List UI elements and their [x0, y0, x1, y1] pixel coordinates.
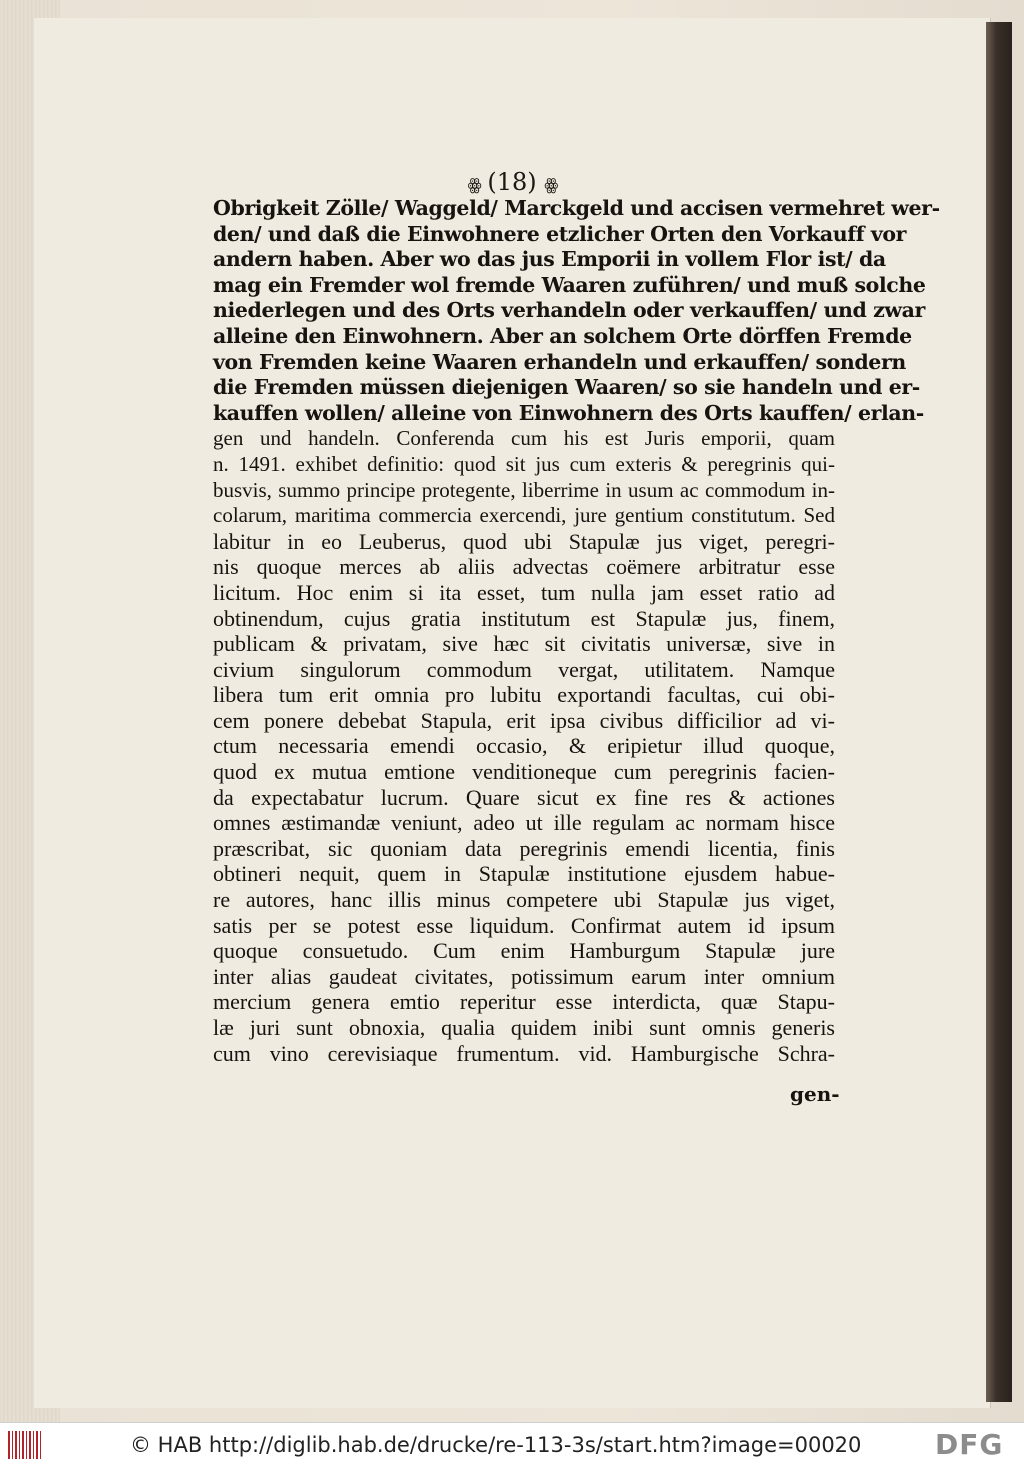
text-line: gen und handeln. Conferenda cum his est Juris emporii, quam — [213, 426, 835, 451]
text-line: inter alias gaudeat civitates, potissimum earum inter omnium — [213, 963, 835, 989]
text-line: mercium genera emtio reperitur esse interdicta, quæ Stapu- — [213, 989, 835, 1015]
text-line: die Fremden müssen diejenigen Waaren/ so sie handeln und er- — [213, 375, 920, 400]
text-line: nis quoque merces ab aliis advectas coëmere arbitratur esse — [213, 554, 835, 580]
ornament-right-icon: ꙮ — [544, 175, 557, 194]
text-line: n. 1491. exhibet definitio: quod sit jus cum exteris & peregrinis qui- — [213, 451, 835, 476]
text-line: von Fremden keine Waaren erhandeln und erkauffen/ sondern — [213, 349, 906, 374]
page-number — [0, 168, 1024, 196]
footer-bar — [0, 1422, 1024, 1466]
text-line: ctum necessaria emendi occasio, & eripietur illud quoque, — [213, 733, 835, 759]
text-line: da expectabatur lucrum. Quare sicut ex fine res & actiones — [213, 784, 835, 810]
text-line: mag ein Fremder wol fremde Waaren zuführen/ und muß solche — [213, 272, 926, 297]
source-link[interactable]: © HAB http://diglib.hab.de/drucke/re-113-3s/start.htm?image=00020 — [130, 1433, 862, 1457]
text-line: Obrigkeit Zölle/ Waggeld/ Marckgeld und accisen vermehret wer- — [213, 196, 940, 220]
barcode-icon — [8, 1431, 42, 1459]
text-line: omnes æstimandæ veniunt, adeo ut ille regulam ac normam hisce — [213, 810, 835, 836]
text-line: alleine den Einwohnern. Aber an solchem Orte dörffen Fremde — [213, 323, 912, 348]
catchword: gen- — [790, 1082, 840, 1106]
text-line: cum vino cerevisiaque frumentum. vid. Hamburgische Schra- — [213, 1040, 835, 1066]
text-line: publicam & privatam, sive hæc sit civitatis universæ, sive in — [213, 631, 835, 657]
text-line: colarum, maritima commercia exercendi, jure gentium constitutum. Sed — [213, 503, 835, 528]
text-line: niederlegen und des Orts verhandeln oder verkauffen/ und zwar — [213, 298, 925, 323]
dfg-logo: DFG — [935, 1428, 1004, 1461]
text-line: re autores, hanc illis minus competere ubi Stapulæ jus viget, — [213, 887, 835, 913]
text-line: obtineri nequit, quem in Stapulæ institutione ejusdem habue- — [213, 861, 835, 887]
text-line: quod ex mutua emtione venditioneque cum peregrinis facien- — [213, 759, 835, 785]
text-line: kauffen wollen/ alleine von Einwohnern des Orts kauffen/ erlan- — [213, 400, 924, 425]
text-line: quoque consuetudo. Cum enim Hamburgum Stapulæ jure — [213, 938, 835, 964]
text-line: busvis, summo principe protegente, liberrime in usum ac commodum in- — [213, 477, 835, 502]
gutter-shadow — [986, 22, 1012, 1402]
page-number-label: (18) — [487, 168, 537, 196]
ornament-left-icon: ꙮ — [467, 175, 480, 194]
text-line: civium singulorum commodum vergat, utilitatem. Namque — [213, 656, 835, 682]
text-line: obtinendum, cujus gratia institutum est Stapulæ jus, finem, — [213, 605, 835, 631]
text-line: præscribat, sic quoniam data peregrinis emendi licentia, finis — [213, 835, 835, 861]
text-line: cem ponere debebat Stapula, erit ipsa civibus difficilior ad vi- — [213, 707, 835, 733]
page-body-text — [213, 196, 940, 1066]
text-line: satis per se potest esse liquidum. Confirmat autem id ipsum — [213, 912, 835, 938]
text-line: læ juri sunt obnoxia, qualia quidem inibi sunt omnis generis — [213, 1015, 835, 1040]
text-line: den/ und daß die Einwohnere etzlicher Orten den Vorkauff vor — [213, 221, 907, 246]
text-line: labitur in eo Leuberus, quod ubi Stapulæ jus viget, peregri- — [213, 528, 835, 554]
text-line: andern haben. Aber wo das jus Emporii in vollem Flor ist/ da — [213, 247, 886, 272]
text-line: libera tum erit omnia pro lubitu exportandi facultas, cui obi- — [213, 682, 835, 708]
text-line: licitum. Hoc enim si ita esset, tum nulla jam esset ratio ad — [213, 579, 835, 605]
